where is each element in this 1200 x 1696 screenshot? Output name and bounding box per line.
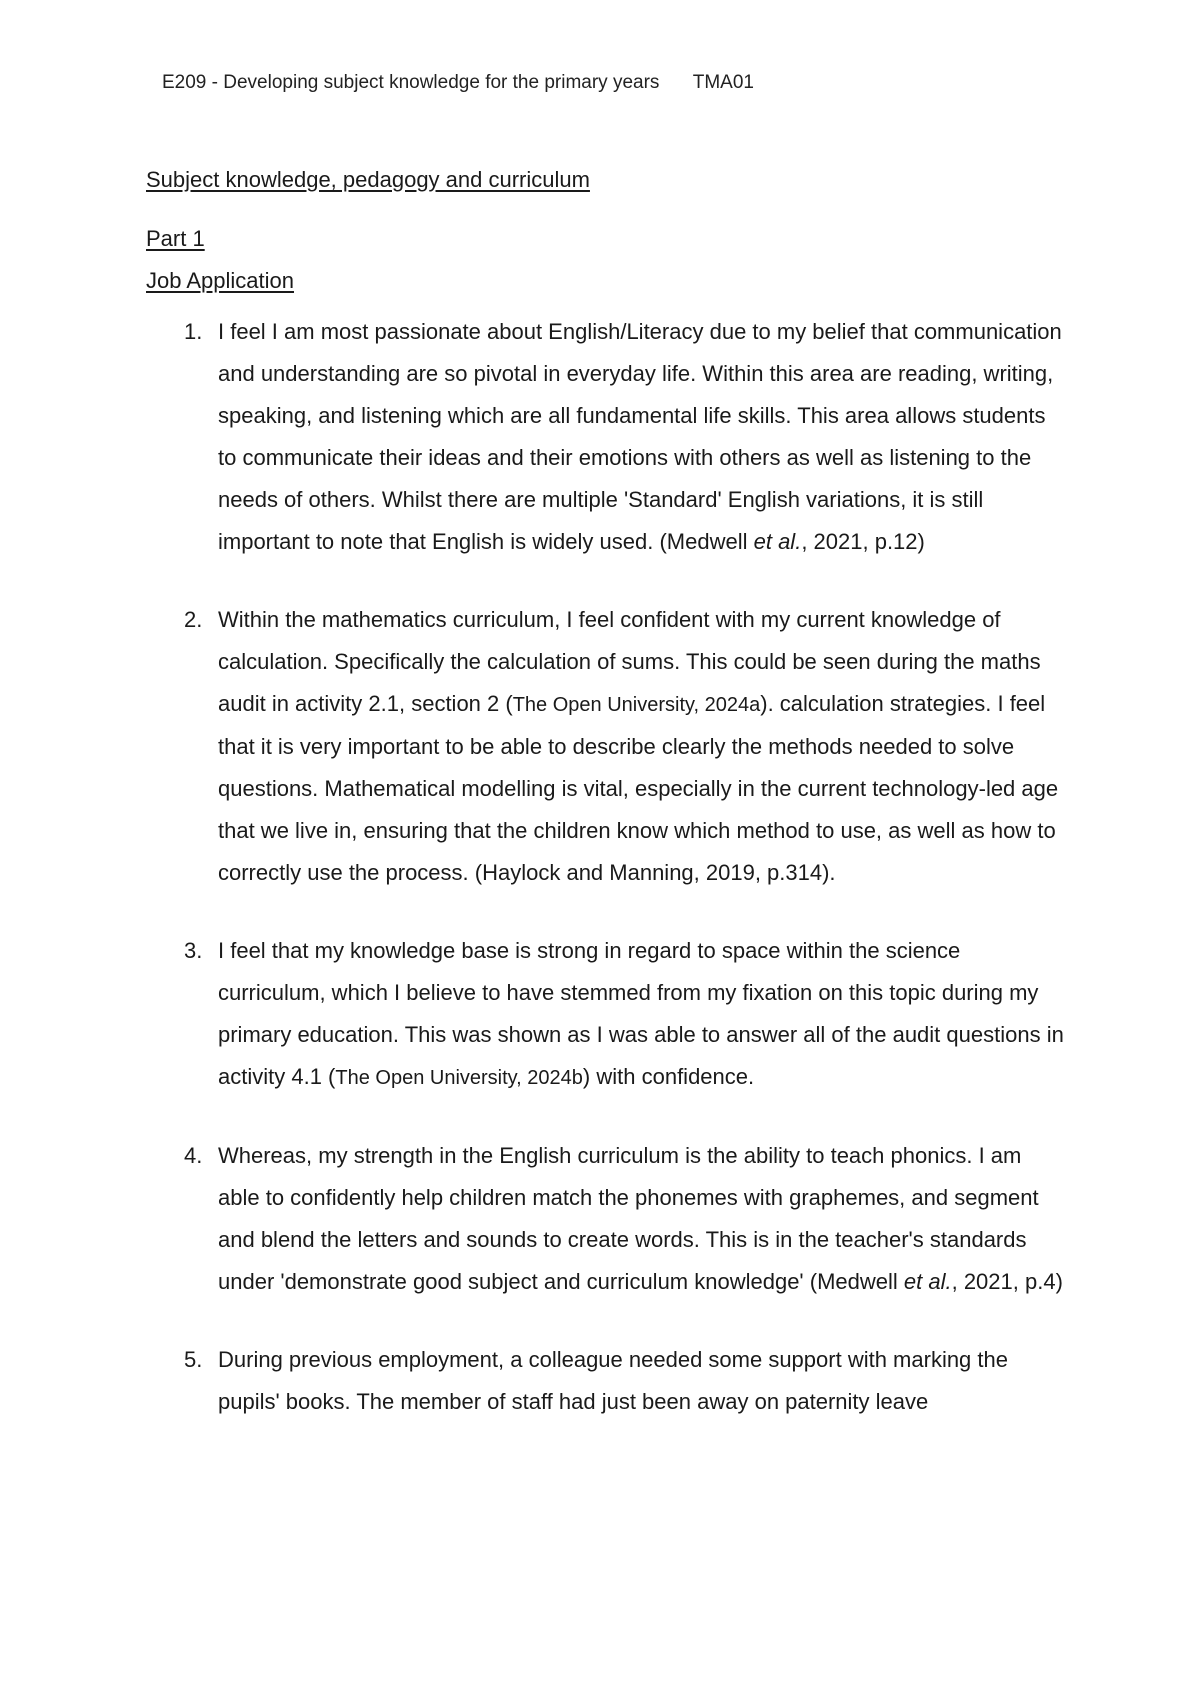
list-item-number: 1. xyxy=(184,319,203,344)
section-heading: Job Application xyxy=(146,268,294,293)
citation: The Open University, 2024a xyxy=(512,694,761,716)
course-title: E209 - Developing subject knowledge for the primary years xyxy=(162,72,660,93)
list-item xyxy=(146,599,1066,894)
text-run: , 2021, p.4) xyxy=(951,1269,1063,1294)
text-run: , 2021, p.12) xyxy=(801,529,925,554)
document-title: Subject knowledge, pedagogy and curriculum xyxy=(146,167,590,192)
running-header xyxy=(162,72,754,94)
list-item-text xyxy=(218,319,1062,554)
list-item xyxy=(146,930,1066,1099)
list-item-number: 2. xyxy=(184,607,203,632)
citation: The Open University, 2024b xyxy=(335,1067,583,1089)
list-item-text xyxy=(218,1143,1063,1294)
text-run: ) with confidence. xyxy=(582,1064,755,1089)
text-run: I feel that my knowledge base is strong in regard to space within the science curriculum, which I believe to have stemmed from my fixation on this topic during my primary education. This was shown as I was able to answer all of the audit questions in activity 4.1 ( xyxy=(218,938,1064,1089)
list-item-text xyxy=(218,938,1064,1089)
list-item-text xyxy=(218,1347,1008,1414)
text-run: Within the mathematics curriculum, I feel confident with my current knowledge of calculation. Specifically the calculation of sums. This could be seen during the maths audit in activity 2.1, section 2 ( xyxy=(218,607,1041,716)
part-heading: Part 1 xyxy=(146,226,205,251)
list-item-text xyxy=(218,607,1058,885)
assignment-code: TMA01 xyxy=(692,72,754,93)
list-item-number: 5. xyxy=(184,1347,203,1372)
text-run: I feel I am most passionate about English/Literacy due to my belief that communication and understanding are so pivotal in everyday life. Within this area are reading, writing, speaking, and listening which are all fundamental life skills. This area allows students to communicate their ideas and their emotions with others as well as listening to the needs of others. Whilst there are multiple 'Standard' English variations, it is still important to note that English is widely used. (Medwell xyxy=(218,319,1062,554)
list-item xyxy=(146,1135,1066,1303)
italic-text: et al. xyxy=(753,529,802,554)
list-item-number: 4. xyxy=(184,1143,203,1168)
text-run: During previous employment, a colleague needed some support with marking the pupils' books. The member of staff had just been away on paternity leave xyxy=(218,1347,1008,1414)
text-run: Whereas, my strength in the English curriculum is the ability to teach phonics. I am able to confidently help children match the phonemes with graphemes, and segment and blend the letters and sounds to create words. This is in the teacher's standards under 'demonstrate good subject and curriculum knowledge' (Medwell xyxy=(218,1143,1039,1294)
list-item xyxy=(146,311,1066,563)
italic-text: et al. xyxy=(903,1269,952,1294)
numbered-list xyxy=(146,311,1066,1459)
list-item xyxy=(146,1339,1066,1423)
list-item-number: 3. xyxy=(184,938,203,963)
text-run: ). calculation strategies. I feel that it is very important to be able to describe clearly the methods needed to solve questions. Mathematical modelling is vital, especially in the current technology-led age that we live in, ensuring that the children know which method to use, as well as how to correctly use the process. (Haylock and Manning, 2019, p.314). xyxy=(218,691,1059,885)
